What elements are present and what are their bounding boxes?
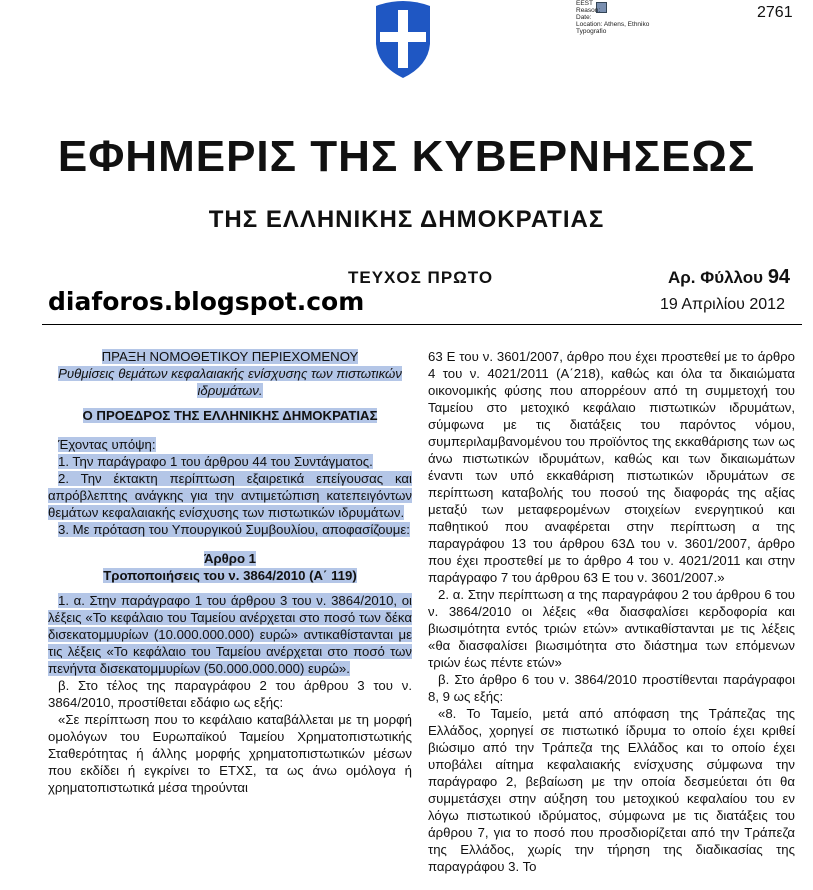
gazette-title: ΕΦΗΜΕΡΙΣ ΤΗΣ ΚΥΒΕΡΝΗΣΕΩΣ [57, 132, 756, 181]
issue-date: 19 Απριλίου 2012 [660, 296, 785, 313]
article-heading: Άρθρο 1 [203, 551, 257, 566]
blog-watermark: diaforos.blogspot.com [48, 287, 365, 316]
header-divider [42, 324, 802, 325]
paragraph-quote: «Σε περίπτωση που το κεφάλαιο καταβάλλεται με τη μορφή ομολόγων του Ευρωπαϊκού Ταμείου Χρηματοπιστωτικής Σταθερότητας ή άλλης μορφής χρηματοπιστωτικών μέσων που εκδίδει ή εγκρίνει το ΕΤΧΣ, τα ως άνω ομόλογα ή χρηματοπιστωτικά μέσα τηρούνται [48, 712, 412, 795]
left-column [48, 348, 412, 796]
paragraph-1b: β. Στο τέλος της παραγράφου 2 του άρθρου 3 του ν. 3864/2010, προστίθεται εδάφιο ως εξής: [48, 678, 412, 710]
signature-lines: EEST Reason: Date: Location: Athens, Ethniko Typografio [576, 0, 650, 35]
article-title: Τροποποιήσεις του ν. 3864/2010 (Α΄ 119) [103, 568, 357, 583]
act-type: ΠΡΑΞΗ ΝΟΜΟΘΕΤΙΚΟΥ ΠΕΡΙΕΧΟΜΕΝΟΥ [101, 349, 359, 364]
gazette-subtitle: ΤΗΣ ΕΛΛΗΝΙΚΗΣ ΔΗΜΟΚΡΑΤΙΑΣ [208, 206, 605, 233]
consideration-item: 1. Την παράγραφο 1 του άρθρου 44 του Συντάγματος. [58, 454, 373, 469]
considering-label: Έχοντας υπόψη: [58, 437, 156, 452]
paragraph-2a: 2. α. Στην περίπτωση α της παραγράφου 2 του άρθρου 6 του ν. 3864/2010 οι λέξεις «θα διασφαλίσει κερδοφορία και βιωσιμότητα εντός τριών ετών» αντικαθίστανται με τις λέξεις «θα διασφαλίσει βιωσιμότητα στο διάστημα των επόμενων τριών έως πέντε ετών» [428, 587, 795, 670]
paragraph-1a: 1. α. Στην παράγραφο 1 του άρθρου 3 του ν. 3864/2010, οι λέξεις «Το κεφάλαιο του Ταμείου ανέρχεται στο ποσό των δέκα δισεκατομμυρίων (10.000.000.000) ευρώ» αντικαθίστανται με τις λέξεις «Το κεφάλαιο του Ταμείου ανέρχεται στο ποσό των πενήντα δισεκατομμυρίων (50.000.000.000) ευρώ». [48, 593, 412, 676]
paragraph-8: «8. Το Ταμείο, μετά από απόφαση της Τράπεζας της Ελλάδος, χορηγεί σε πιστωτικό ίδρυμα το οποίο έχει κριθεί βιώσιμο από την Τράπεζα της Ελλάδος και το οποίο έχει υποβάλει αίτημα κεφαλαιακής ενίσχυσης σύμφωνα την παράγραφο 2, βεβαίωση με την οποία δεσμεύεται ότι θα συμμετάσχει στην αύξηση του μετοχικού κεφαλαίου του εν λόγω πιστωτικού ιδρύματος, σύμφωνα με τις διατάξεις του άρθρου 7, για το ποσό που προσδιορίζεται από την Τράπεζα της Ελλάδος, χωρίς την τήρηση της διαδικασίας της παραγράφου 3. Το [428, 706, 795, 874]
consideration-item: 3. Με πρόταση του Υπουργικού Συμβουλίου, αποφασίζουμε: [58, 522, 410, 537]
consideration-item: 2. Την έκτακτη περίπτωση εξαιρετικά επείγουσας και απρόβλεπτης ανάγκης για την αντιμετώπιση κατεπειγόντων θεμάτων κεφαλαιακής ενίσχυσης των πιστωτικών ιδρυμάτων. [48, 471, 412, 520]
paragraph-2b: β. Στο άρθρο 6 του ν. 3864/2010 προστίθενται παράγραφοι 8, 9 ως εξής: [428, 672, 795, 704]
right-column [428, 348, 795, 875]
sheet-label: Αρ. Φύλλου [668, 268, 764, 287]
sheet-number-value: 94 [767, 266, 791, 288]
issue-label: ΤΕΥΧΟΣ ΠΡΩΤΟ [348, 268, 494, 287]
sheet-number [668, 266, 790, 289]
greek-coat-of-arms-icon [370, 0, 436, 80]
page-number: 2761 [757, 4, 793, 21]
act-subject: Ρυθμίσεις θεμάτων κεφαλαιακής ενίσχυσης των πιστωτικών ιδρυμάτων. [58, 366, 402, 398]
president-heading: Ο ΠΡΟΕΔΡΟΣ ΤΗΣ ΕΛΛΗΝΙΚΗΣ ΔΗΜΟΚΡΑΤΙΑΣ [82, 408, 378, 423]
paragraph-continued: 63 Ε του ν. 3601/2007, άρθρο που έχει προστεθεί με το άρθρο 4 του ν. 4021/2011 (Α΄218), καθώς και όλα τα δικαιώματα οικονομικής φύσης που απορρέουν από τη συμμετοχή του Ταμείου στο μετοχικό κεφάλαιο πιστωτικών ιδρυμάτων, σύμφωνα με τις διατάξεις του παρόντος νόμου, συμπεριλαμβανομένου του προϊόντος της εκκαθάρισης των ως άνω πιστωτικών ιδρυμάτων, καθώς και των δικαιωμάτων έναντι των υπό εκκαθάριση πιστωτικών ιδρυμάτων σε περίπτωση καταβολής του ποσού της διαφοράς της αξίας μεταξύ των μεταφερομένων στοιχείων ενεργητικού και παθητικού που αναφέρεται στην περίπτωση α της παραγράφου 13 του άρθρου 63Δ του ν. 3601/2007, άρθρο που έχει προστεθεί με το άρθρο 4 του ν. 4021/2011 και στην παράγραφο 7 του άρθρου 63 Ε του ν. 3601/2007.» [428, 349, 795, 585]
